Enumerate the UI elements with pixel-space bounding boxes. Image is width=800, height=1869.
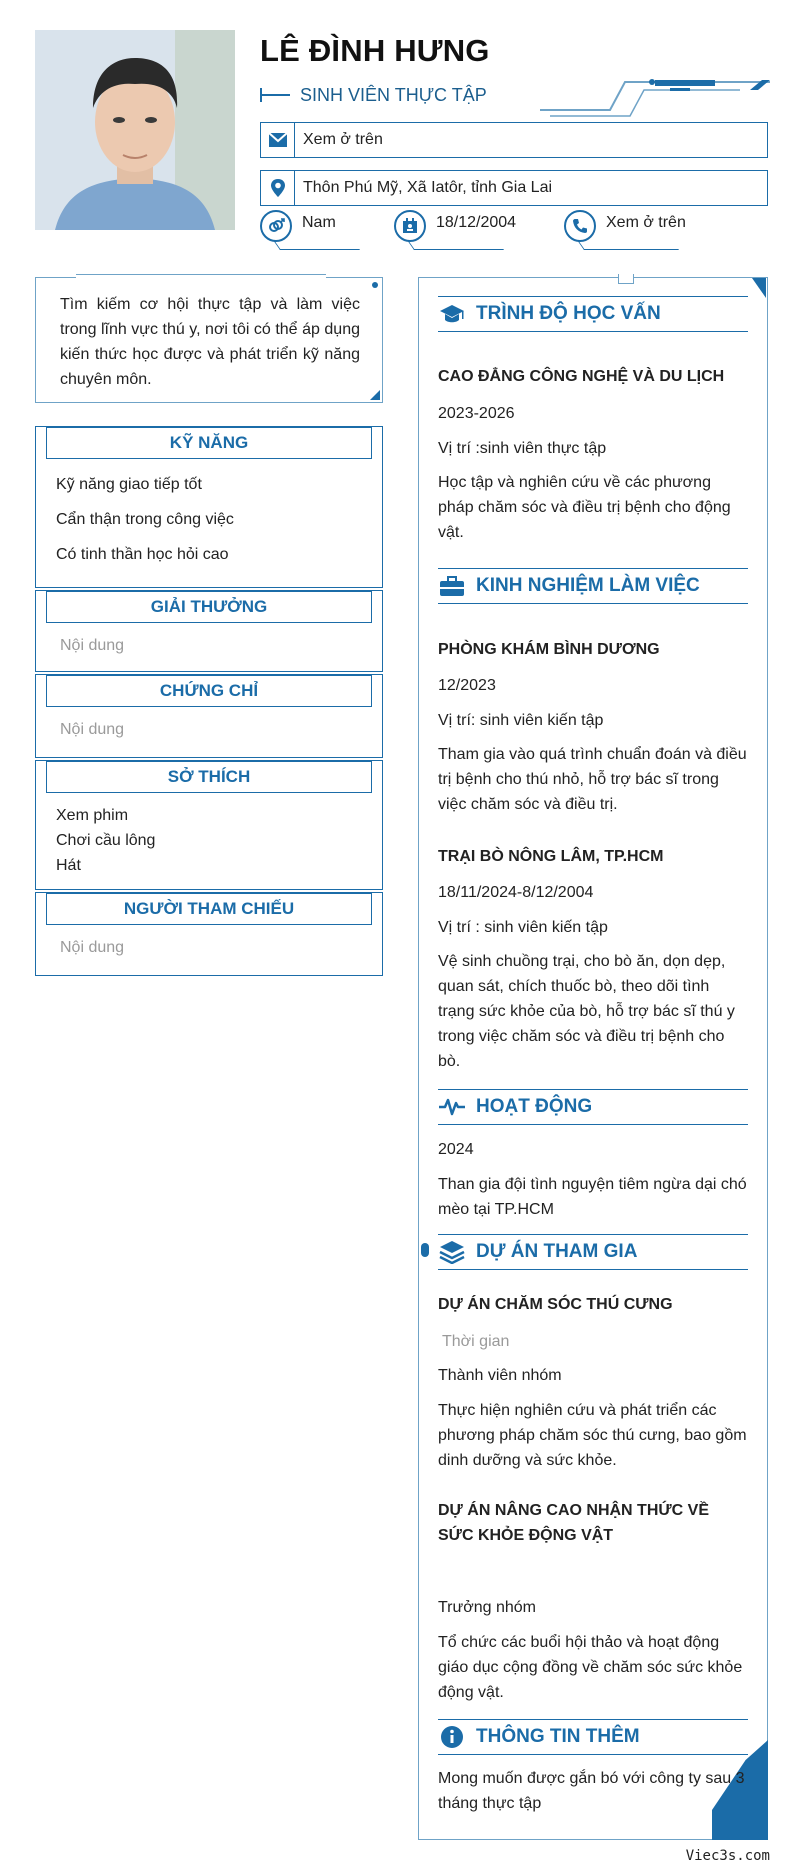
certificates-heading: CHỨNG CHỈ	[46, 675, 372, 707]
job-time: 12/2023	[438, 677, 496, 694]
extra-info-text: Mong muốn được gắn bó với công ty sau 3 tháng thực tập	[438, 1770, 745, 1812]
gender-underline	[273, 240, 360, 250]
activities-heading-row	[438, 1089, 748, 1125]
address-row	[260, 170, 768, 206]
gender-icon	[260, 210, 292, 242]
skills-heading: KỸ NĂNG	[46, 427, 372, 459]
references-heading: NGƯỜI THAM CHIẾU	[46, 893, 372, 925]
phone-item	[564, 210, 724, 254]
extra-info-heading: THÔNG TIN THÊM	[476, 1726, 640, 1747]
pulse-icon	[438, 1093, 466, 1121]
projects-heading: DỰ ÁN THAM GIA	[476, 1241, 638, 1262]
phone-underline	[577, 240, 679, 250]
project-name: DỰ ÁN NÂNG CAO NHẬN THỨC VỀ SỨC KHỎE ĐỘNG VẬT	[438, 1502, 709, 1544]
phone-icon	[564, 210, 596, 242]
candidate-name: LÊ ĐÌNH HƯNG	[260, 33, 490, 68]
phone-value: Xem ở trên	[606, 214, 686, 231]
info-icon	[438, 1723, 466, 1751]
profile-photo	[35, 30, 235, 230]
calendar-icon	[394, 210, 426, 242]
skill-item: Có tinh thần học hỏi cao	[56, 546, 229, 563]
awards-placeholder: Nội dung	[60, 637, 125, 654]
project-time-placeholder: Thời gian	[442, 1333, 510, 1350]
gender-value: Nam	[302, 214, 336, 231]
awards-section	[35, 590, 383, 672]
hobbies-section	[35, 760, 383, 890]
certificates-placeholder: Nội dung	[60, 721, 125, 738]
project-description: Tổ chức các buổi hội thảo và hoạt động giáo dục cộng đồng về chăm sóc sức khỏe động vật.	[438, 1634, 743, 1701]
education-description: Học tập và nghiên cứu về các phương pháp chăm sóc và điều trị bệnh cho động vật.	[438, 474, 731, 541]
hobby-item: Hát	[56, 857, 81, 874]
projects-heading-row	[438, 1234, 748, 1270]
job-company: PHÒNG KHÁM BÌNH DƯƠNG	[438, 641, 660, 658]
education-school: CAO ĐẲNG CÔNG NGHỆ VÀ DU LỊCH	[438, 368, 725, 385]
birthday-value: 18/12/2004	[436, 214, 517, 231]
email-row	[260, 122, 768, 158]
education-years: 2023-2026	[438, 405, 515, 422]
awards-heading: GIẢI THƯỞNG	[46, 591, 372, 623]
objective-frame-notch	[76, 274, 326, 282]
right-frame-dot	[421, 1243, 429, 1257]
objective-corner-dot	[372, 282, 378, 288]
location-pin-icon	[261, 171, 295, 205]
project-role: Thành viên nhóm	[438, 1367, 562, 1384]
education-heading-row	[438, 296, 748, 332]
job-role: Vị trí : sinh viên kiến tập	[438, 919, 608, 936]
gender-item	[260, 210, 370, 254]
mail-icon	[261, 123, 295, 157]
subtitle-line-decoration	[260, 94, 290, 96]
right-frame-corner-top	[752, 278, 766, 298]
layers-icon	[438, 1238, 466, 1266]
briefcase-icon	[438, 572, 466, 600]
job-description: Vệ sinh chuồng trại, cho bò ăn, dọn dẹp, quan sát, chích thuốc bò, theo dõi tình trạng sức khỏe của bò, hỗ trợ bác sĩ thú y trong việc chăm sóc và điều trị bệnh cho bò.	[438, 953, 735, 1070]
career-objective-text: Tìm kiếm cơ hội thực tập và làm việc trong lĩnh vực thú y, nơi tôi có thể áp dụng kiến thức học được và phát triển kỹ năng chuyên môn.	[60, 296, 360, 388]
education-heading: TRÌNH ĐỘ HỌC VẤN	[476, 303, 661, 324]
email-value: Xem ở trên	[303, 131, 383, 148]
header-decoration	[540, 70, 770, 120]
hobby-item: Chơi cầu lông	[56, 832, 156, 849]
hobby-item: Xem phim	[56, 807, 129, 824]
activities-heading: HOẠT ĐỘNG	[476, 1096, 593, 1117]
experience-heading-row	[438, 568, 748, 604]
references-section	[35, 892, 383, 976]
activity-year: 2024	[438, 1141, 474, 1158]
job-company: TRẠI BÒ NÔNG LÂM, TP.HCM	[438, 848, 664, 865]
education-role: Vị trí :sinh viên thực tập	[438, 440, 607, 457]
hobbies-heading: SỞ THÍCH	[46, 761, 372, 793]
extra-info-heading-row	[438, 1719, 748, 1755]
activity-description: Than gia đội tình nguyện tiêm ngừa dại chó mèo tại TP.HCM	[438, 1176, 747, 1218]
birthday-underline	[407, 240, 504, 250]
project-description: Thực hiện nghiên cứu và phát triển các phương pháp chăm sóc thú cưng, bao gồm dinh dưỡng và sức khỏe.	[438, 1402, 747, 1469]
job-time: 18/11/2024-8/12/2004	[438, 884, 594, 901]
job-role: Vị trí: sinh viên kiến tập	[438, 712, 604, 729]
skill-item: Cẩn thận trong công việc	[56, 511, 234, 528]
right-frame-notch	[618, 274, 634, 284]
job-description: Tham gia vào quá trình chuẩn đoán và điều trị bệnh cho thú nhỏ, hỗ trợ bác sĩ trong việc chăm sóc và điều trị.	[438, 746, 747, 813]
objective-corner-triangle	[370, 390, 380, 400]
project-name: DỰ ÁN CHĂM SÓC THÚ CƯNG	[438, 1296, 673, 1313]
address-value: Thôn Phú Mỹ, Xã Iatôr, tỉnh Gia Lai	[303, 179, 553, 196]
skills-section	[35, 426, 383, 588]
career-objective-box	[35, 277, 383, 403]
job-title: SINH VIÊN THỰC TẬP	[300, 84, 487, 105]
project-role: Trưởng nhóm	[438, 1599, 536, 1616]
footer-watermark: Viec3s.com	[685, 1848, 770, 1864]
subtitle-row	[260, 82, 487, 108]
experience-heading: KINH NGHIỆM LÀM VIỆC	[476, 575, 700, 596]
graduation-cap-icon	[438, 300, 466, 328]
skill-item: Kỹ năng giao tiếp tốt	[56, 476, 202, 493]
references-placeholder: Nội dung	[60, 939, 125, 956]
certificates-section	[35, 674, 383, 758]
birthday-item	[394, 210, 534, 254]
